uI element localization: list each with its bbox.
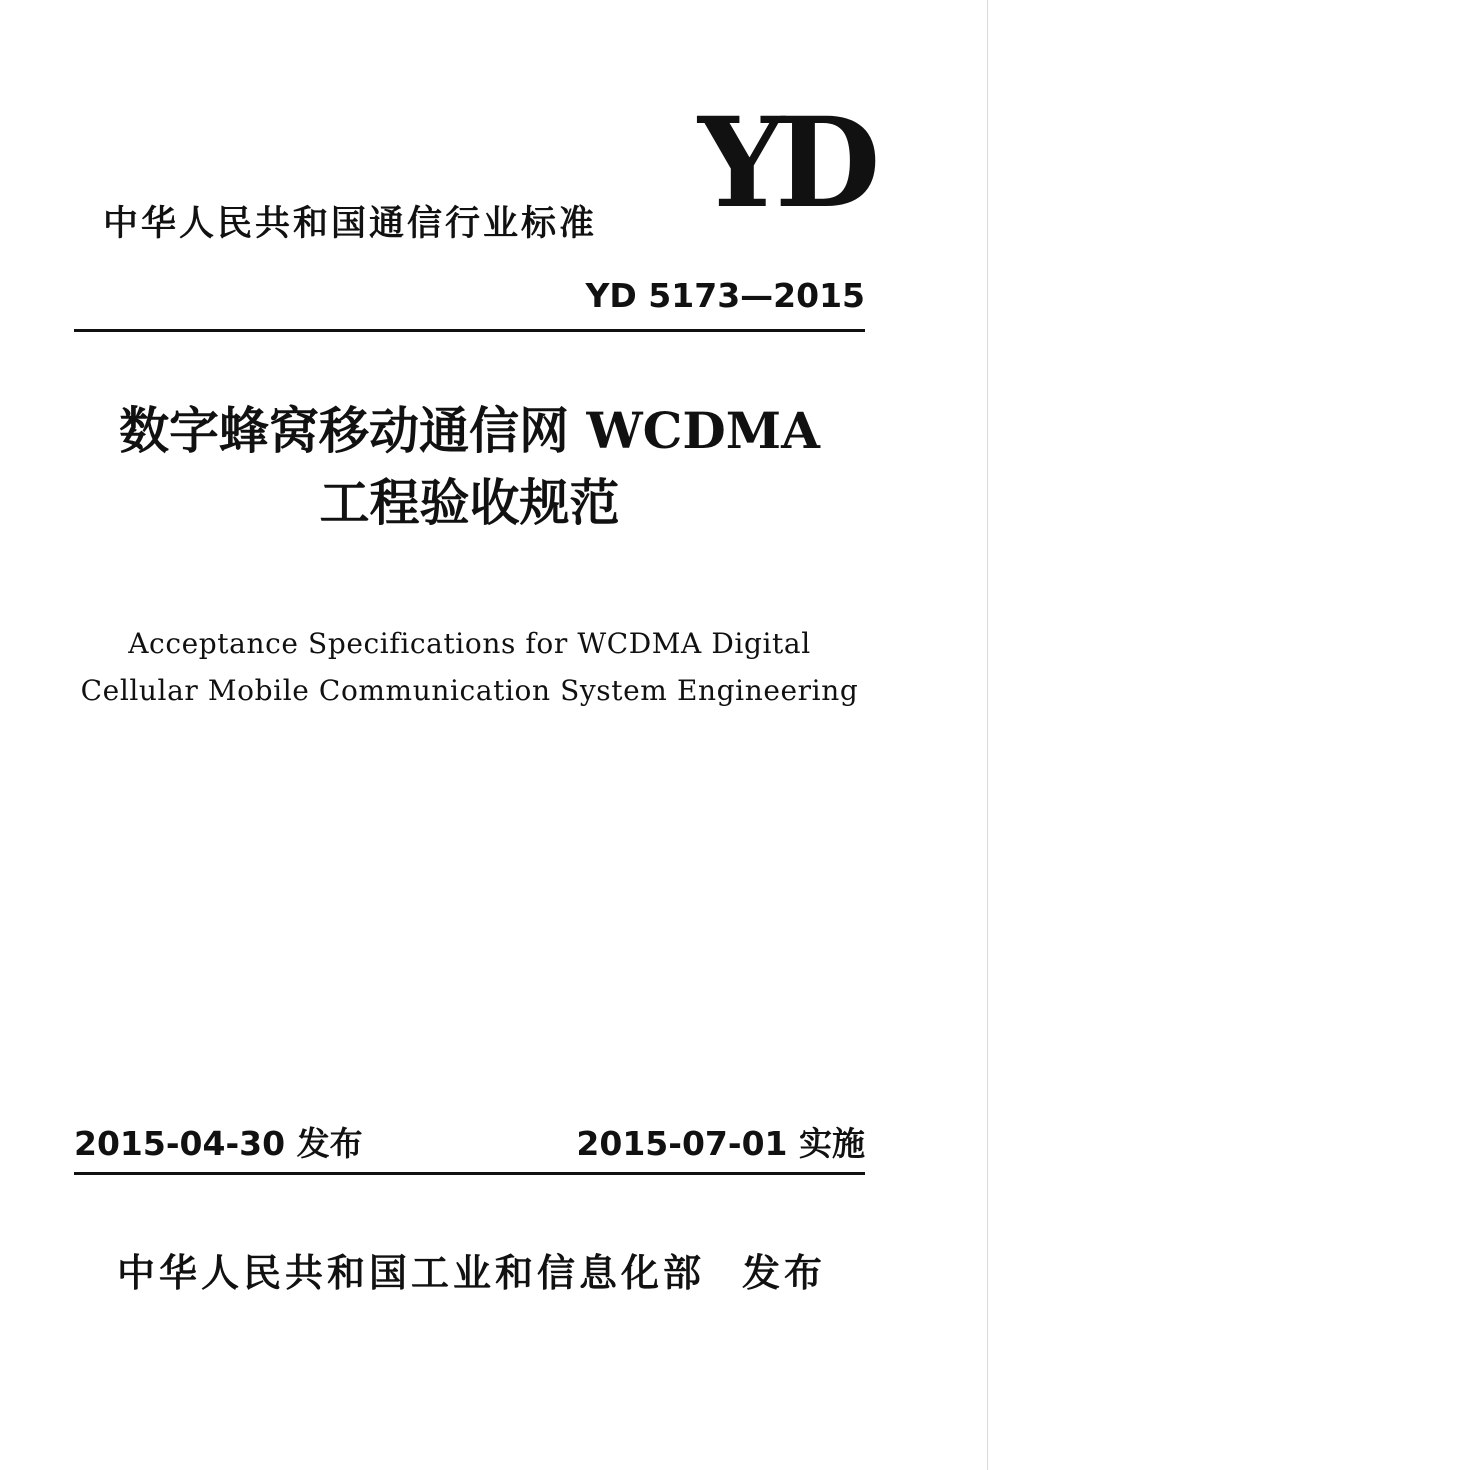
- page-divider: [987, 0, 988, 1470]
- bottom-rule: [74, 1172, 865, 1175]
- title-en-line-2: Cellular Mobile Communication System Engineering: [80, 674, 859, 707]
- title-cn-line-2: 工程验收规范: [319, 473, 620, 532]
- issuer-name: 中华人民共和国工业和信息化部: [117, 1251, 706, 1295]
- title-cn-line-1: 数字蜂窝移动通信网 WCDMA: [119, 401, 820, 460]
- standard-code: YD 5173—2015: [585, 276, 865, 315]
- standard-category: 中华人民共和国通信行业标准: [103, 204, 598, 244]
- effective-date: 2015-07-01 实施: [576, 1124, 865, 1163]
- yd-logo: YD: [698, 91, 871, 236]
- release-date: 2015-04-30 发布: [74, 1124, 363, 1163]
- issuer-action: 发布: [742, 1251, 827, 1295]
- title-en-line-1: Acceptance Specifications for WCDMA Digital: [128, 627, 811, 660]
- top-rule: [74, 329, 865, 332]
